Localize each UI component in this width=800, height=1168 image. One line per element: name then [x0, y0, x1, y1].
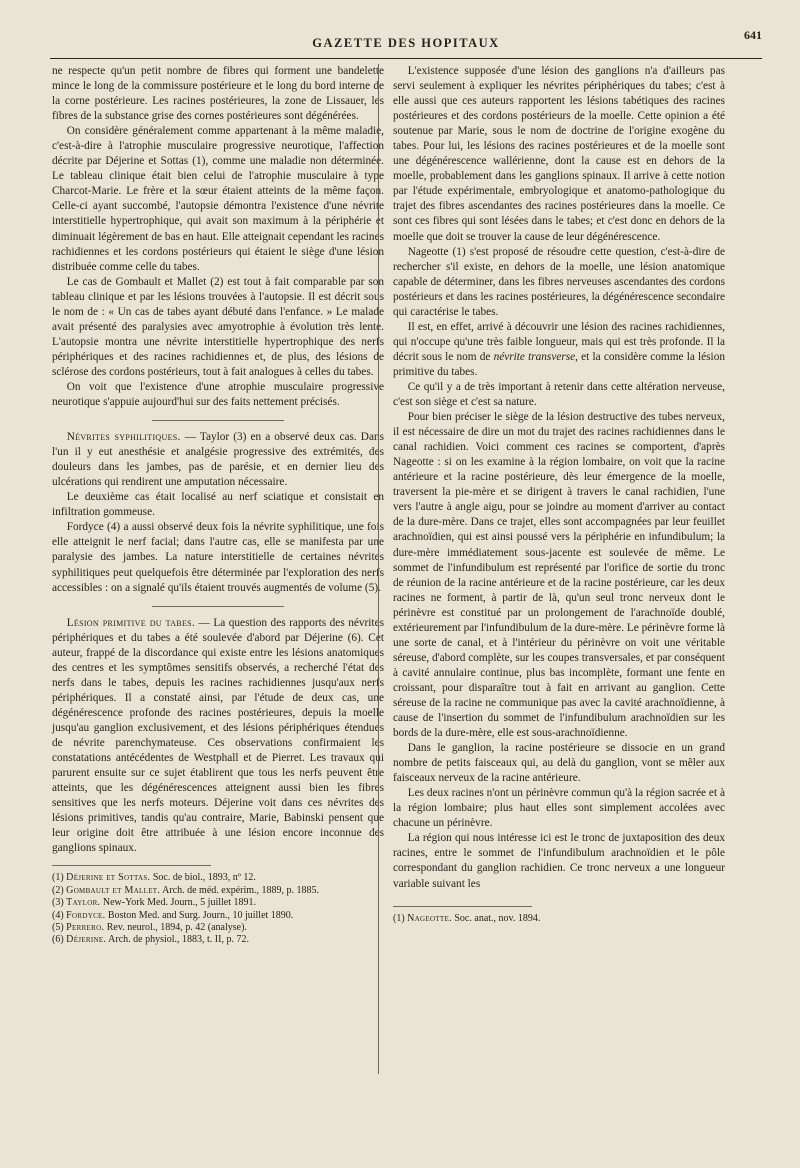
paragraph: Les deux racines n'ont un périnèvre commun qu'à la région sacrée et à la région lombaire; plus haut elles sont simplement accolées avec chacune un périnèvre.: [393, 787, 725, 830]
italic-term: névrite transverse: [493, 350, 576, 363]
footnotes-rule: [393, 906, 532, 907]
footnote: (4) Fordyce. Boston Med. and Surg. Journ., 10 juillet 1890.: [52, 909, 294, 921]
footnotes: [52, 872, 384, 946]
section-paragraph: [52, 430, 384, 490]
paragraph: La région qui nous intéresse ici est le tronc de juxtaposition des deux racines, entre le sommet de l'infundibulum arachnoïdien et le pôle correspondant du ganglion rachidien. Ce tronc nerveux a une longueur variable suivant les: [393, 832, 725, 890]
section-text: — Taylor (3) en a observé deux cas. Dans l'un il y eut anesthésie et analgésie progressive des extrémités, des douleurs dans les jambes, pas de parésie, et en dernier lieu des ulcérations qui rendirent une amputation nécessaire.: [52, 431, 385, 489]
footnote: (2) Gombault et Mallet. Arch. de méd. expérim., 1889, p. 1885.: [52, 884, 320, 896]
footnote: (5) Perrero. Rev. neurol., 1894, p. 42 (analyse).: [52, 921, 247, 933]
section-divider: [152, 420, 285, 421]
page-number: 641: [744, 28, 762, 42]
section-paragraph: [52, 616, 384, 857]
paragraph: Nageotte (1) s'est proposé de résoudre cette question, c'est-à-dire de rechercher s'il existe, en dehors de la moelle, une lésion anatomique capable de déterminer, dans les fibres nerveuses ascendantes des cordons postérieurs et dans les racines postérieures, la dégénérescence secondaire qui caractérise le tabes.: [393, 245, 725, 318]
header-rule: [50, 58, 762, 59]
left-column: [52, 64, 384, 947]
paragraph: On voit que l'existence d'une atrophie musculaire progressive neurotique s'appuie aujourd'hui sur des faits nettement précisés.: [52, 380, 384, 409]
paragraph: Le deuxième cas était localisé au nerf sciatique et consistait en infiltration gommeuse.: [52, 491, 384, 519]
footnote: (1) Nageotte. Soc. anat., nov. 1894.: [393, 912, 541, 924]
journal-title: GAZETTE DES HOPITAUX: [312, 36, 500, 50]
section-text: — La question des rapports des névrites périphériques et du tabes a été soulevée d'abord par Déjerine (6). Cet auteur, frappé de la discordance qui existe entre les lésions anatomiques des centres et les symptômes sensitifs observés, a recherché l'état des nerfs dans le tabes, depuis les racines rachidiennes jusqu'aux nerfs périphériques. Il a constaté ainsi, par l'étude de deux cas, une dégénérescence profonde des racines postérieures, depuis la moelle jusqu'au ganglion exclusivement, et des lésions périphériques étendues de névrite parenchymateuse. Ces observations confirmaient les constatations antécédentes de Westphall et de Pierret. Les travaux qui parurent ensuite sur ce sujet établirent que tous les nerfs peuvent être atteints, que les dégénérescences atteignent aussi bien les fibres sensitives que les nerfs moteurs. Déjerine voit dans ces névrites des lésions primitives, tandis qu'au contraire, Marie, Babinski pensent que leur origine doit être attribuée à une lésion encore inconnue des ganglions spinaux.: [52, 616, 384, 855]
paragraph: Fordyce (4) a aussi observé deux fois la névrite syphilitique, une fois elle atteignit le nerf facial; dans l'autre cas, elle se manifesta par une paralysie des jambes. La nature interstitielle de certaines névrites syphilitiques peut quelquefois être déterminée par l'exploration des nerfs accessibles : on a signalé qu'ils étaient trouvés augmentés de volume (5).: [52, 521, 384, 594]
paragraph: ne respecte qu'un petit nombre de fibres qui forment une bandelette mince le long de la commissure postérieure et le long du bord interne de la corne postérieure. Les racines postérieures, la zone de Lissauer, les fibres de la substance grise des cornes postérieures sont dégénérées.: [52, 65, 384, 123]
right-column: [393, 64, 725, 925]
section-divider: [152, 606, 285, 607]
footnote: (1) Déjerine et Sottas. Soc. de biol., 1893, nº 12.: [52, 872, 256, 884]
paragraph: Ce qu'il y a de très important à retenir dans cette altération nerveuse, c'est son siège et c'est sa nature.: [393, 380, 725, 409]
footnotes: [393, 913, 725, 925]
footnotes-rule: [52, 865, 211, 866]
footnote: (3) Taylor. New-York Med. Journ., 5 juillet 1891.: [52, 897, 257, 909]
page-header: [50, 24, 762, 56]
paragraph: L'existence supposée d'une lésion des ganglions n'a d'ailleurs pas servi seulement à expliquer les névrites périphériques du tabes; c'est à elle aussi que ces auteurs rapportent les lésions tabétiques des racines postérieures et des cordons postérieurs de la moelle. Cette opinion a été soutenue par Marie, sous le nom de doctrine de l'origine exogène du tabes. Pour lui, les lésions des racines postérieures et de la moelle sont une dégénérescence wallérienne, dont la cause est en dehors de la moelle, probablement dans les ganglions spinaux. Il arrive à cette notion par l'étude expérimentale, embryologique et anatomo-pathologique du trajet des fibres ascendantes des racines postérieures dans la moelle. Ce sont ces fibres qui sont lésées dans le tabes; et c'est donc en dehors de la moelle que doit se trouver la cause de leur dégénérescence.: [393, 65, 725, 243]
paragraph: Il est, en effet, arrivé à découvrir une lésion des racines rachidiennes, qui n'occupe qu'une très faible longueur, mais qui est très profonde. Il la décrit sous le nom de névrite transverse, et la considère comme la lésion primitive du tabes.: [393, 320, 725, 378]
column-divider: [378, 64, 379, 1074]
paragraph: Pour bien préciser le siège de la lésion destructive des tubes nerveux, il est nécessaire de dire un mot du trajet des racines rachidiennes dans le canal rachidien. Voici comment ces racines se comportent, d'après Nageotte : si on les examine à la région lombaire, on voit que la racine antérieure et la racine postérieure, dès leur émergence de la moelle, traversent la pie-mère et se dirigent à travers le canal rachidien, l'une vers l'autre à angle aigu, pour se joindre au moment d'arriver au contact de la dure-mère. Dans ce trajet, elles sont accompagnées par leur feuillet arachnoïdien, qui est ainsi poussé vers la périphérie en infundibulum; la dure-mère immédiatement sous-jacente est soulevée de même. Le sommet de l'infundibulum est représenté par l'orifice de sortie du tronc de réunion de la racine antérieure et de la racine postérieure, car les deux racines ne forment, à partir de là, qu'un seul tronc nerveux dont le périnèvre est constitué par un prolongement de l'arachnoïde doublé, extérieurement par l'infundibulum de la dure-mère. Le périnèvre forme là une sorte de canal, et à l'intérieur du périnèvre on voit une véritable séreuse, d'abord complète, sur les coupes transversales, et par conséquent à cavité annulaire continue, plus bas incomplète, formant une fente en croissant, pour disparaître tout à fait en arrivant au ganglion. Cette séreuse de la racine ne communique pas avec la cavité arachnoïdienne, à cause de l'insertion du sommet de l'infundibulum arachnoïdien sur les bords de la dure-mère, elle est sous-arachnoïdienne.: [393, 411, 726, 740]
paragraph: Le cas de Gombault et Mallet (2) est tout à fait comparable par son tableau clinique et par les lésions trouvées à l'autopsie. Il est décrit sous le nom de : « Un cas de tabes ayant débuté dans l'enfance. » Le malade avait présenté des paralysies avec amyotrophie à évolution très lente. L'autopsie montra une névrite interstitielle hypertrophique des nerfs périphériques et des racines rachidiennes et, de plus, des lésions de sclérose des cordons postérieurs, tout à fait analogues à celles du tabes.: [52, 275, 384, 378]
paragraph: On considère généralement comme appartenant à la même maladie, c'est-à-dire à l'atrophie musculaire progressive neurotique, l'affection décrite par Déjerine et Sottas (1), comme une maladie non déterminée. Le tableau clinique était bien celui de l'atrophie musculaire à type Charcot-Marie. Le frère et la sœur étaient atteints de la même façon. Celle-ci ayant succombé, l'autopsie démontra l'existence d'une névrite interstitielle hypertrophique, qui avait son maximum à la périphérie et diminuait légèrement de bas en haut. Elle atteignait cependant les racines rachidiennes et les cordons postérieurs qui étaient le siège d'une lésion distribuée comme celle du tabes.: [52, 125, 384, 273]
section-heading: Lésion primitive du tabes.: [66, 616, 195, 629]
footnote: (6) Déjerine. Arch. de physiol., 1883, t. II, p. 72.: [52, 934, 249, 946]
section-heading: Névrites syphilitiques.: [66, 431, 181, 444]
paragraph: Dans le ganglion, la racine postérieure se dissocie en un grand nombre de petits faisceaux qui, au delà du ganglion, vont se mêler aux faisceaux nerveux de la racine antérieure.: [393, 742, 725, 785]
